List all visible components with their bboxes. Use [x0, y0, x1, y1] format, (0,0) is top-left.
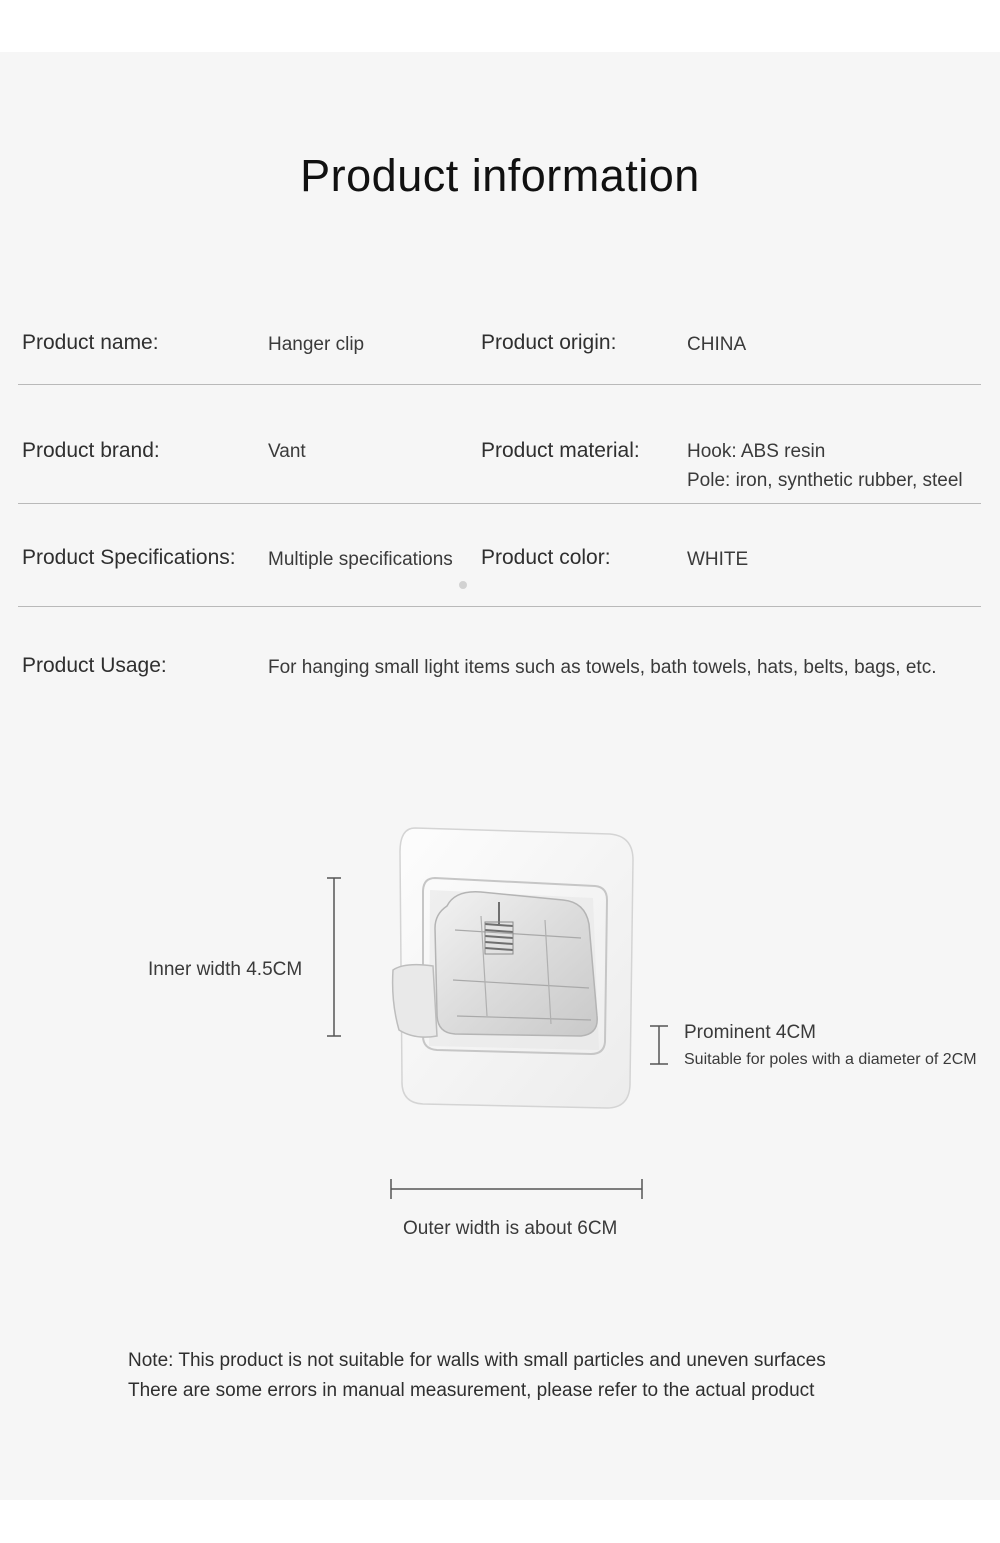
spec-label-product-usage: Product Usage: [22, 654, 167, 677]
prominent-label: Prominent 4CM [684, 1022, 816, 1043]
note-line-1: Note: This product is not suitable for walls with small particles and uneven surfaces [128, 1350, 826, 1371]
note-line-2: There are some errors in manual measurement, please refer to the actual product [128, 1380, 815, 1401]
outer-width-marker [387, 1177, 647, 1203]
spec-value-product-origin: CHINA [687, 334, 747, 355]
spec-value-product-specifications: Multiple specifications [268, 549, 453, 570]
spec-value-material-hook: Hook: ABS resin [687, 441, 826, 462]
spec-label-product-color: Product color: [481, 546, 611, 569]
row-divider [18, 606, 981, 607]
inner-width-marker [322, 874, 346, 1042]
hanger-clip-illustration [385, 820, 645, 1120]
row-divider [18, 384, 981, 385]
spec-label-product-material: Product material: [481, 439, 640, 462]
spec-value-material-pole: Pole: iron, synthetic rubber, steel [687, 470, 963, 491]
spec-value-product-usage: For hanging small light items such as towels, bath towels, hats, belts, bags, etc. [268, 657, 937, 678]
spec-value-product-name: Hanger clip [268, 334, 365, 355]
decorative-dot [459, 581, 467, 589]
page-title: Product information [300, 150, 700, 201]
prominent-note: Suitable for poles with a diameter of 2CM [684, 1051, 977, 1068]
outer-width-label: Outer width is about 6CM [403, 1218, 618, 1239]
content-panel [0, 52, 1000, 1500]
spec-label-product-origin: Product origin: [481, 331, 617, 354]
spec-value-product-color: WHITE [687, 549, 749, 570]
spec-label-product-name: Product name: [22, 331, 159, 354]
spec-label-product-specifications: Product Specifications: [22, 546, 236, 569]
spec-value-product-brand: Vant [268, 441, 306, 462]
prominent-marker [648, 1022, 670, 1068]
spec-label-product-brand: Product brand: [22, 439, 160, 462]
row-divider [18, 503, 981, 504]
inner-width-label: Inner width 4.5CM [148, 959, 303, 980]
